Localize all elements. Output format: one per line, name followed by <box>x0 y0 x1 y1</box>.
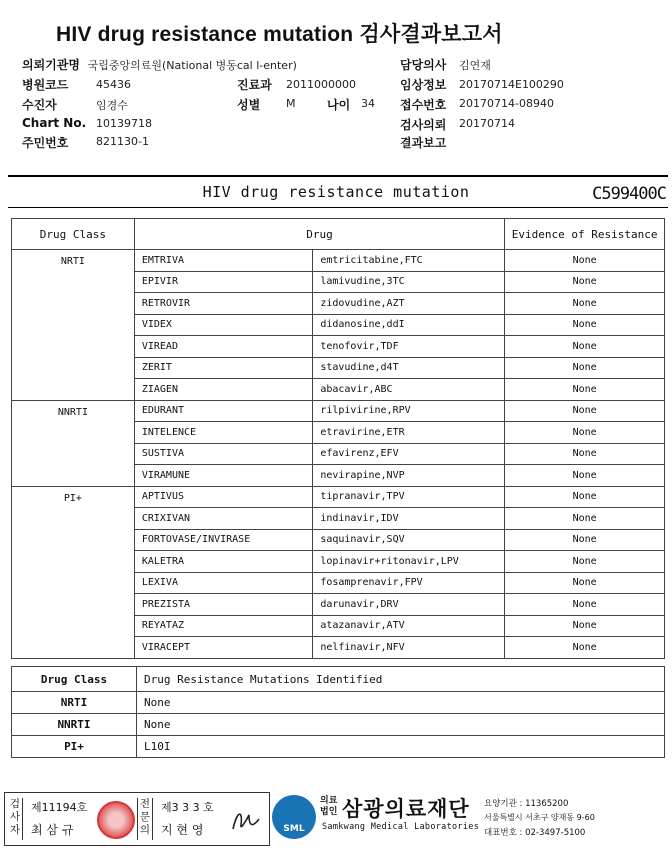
resident-no-label: 주민번호 <box>22 136 69 150</box>
summary-row <box>12 692 665 714</box>
mutation-summary-table <box>11 666 665 758</box>
evidence-cell: None <box>505 508 665 530</box>
drug-generic-cell: tenofovir,TDF <box>313 336 505 358</box>
drug-brand-cell: VIRACEPT <box>134 637 312 659</box>
drug-generic-cell: lopinavir+ritonavir,LPV <box>313 551 505 573</box>
drug-brand-cell: EDURANT <box>134 400 312 422</box>
drug-brand-cell: PREZISTA <box>134 594 312 616</box>
hospital-code-row <box>22 76 68 93</box>
specialist-signature-icon <box>227 801 263 837</box>
examiner-name: 최 삼 규 <box>31 823 74 837</box>
drug-generic-cell: zidovudine,AZT <box>313 293 505 315</box>
drug-generic-cell: saquinavir,SQV <box>313 529 505 551</box>
dept-label: 진료과 <box>237 78 272 92</box>
report-label: 결과보고 <box>400 136 447 150</box>
logo-text: SML <box>283 824 305 834</box>
evidence-cell: None <box>505 379 665 401</box>
drug-generic-cell: abacavir,ABC <box>313 379 505 401</box>
drug-generic-cell: emtricitabine,FTC <box>313 250 505 272</box>
institution-label: 의뢰기관명 <box>22 58 80 72</box>
receipt-no-value: 20170714-08940 <box>459 97 554 110</box>
evidence-cell: None <box>505 400 665 422</box>
drug-generic-cell: rilpivirine,RPV <box>313 400 505 422</box>
drug-brand-cell: RETROVIR <box>134 293 312 315</box>
drug-brand-cell: ZERIT <box>134 357 312 379</box>
institution-value: 국립중앙의료원(National 병동cal l-enter) <box>87 59 297 72</box>
drug-brand-cell: EPIVIR <box>134 271 312 293</box>
header-drug-class: Drug Class <box>12 219 135 250</box>
chart-no-label: Chart No. <box>22 116 87 130</box>
top-divider <box>8 175 668 177</box>
evidence-cell: None <box>505 293 665 315</box>
table-row <box>12 486 665 508</box>
resident-no-value: 821130-1 <box>96 135 149 148</box>
summary-mutation-cell: None <box>137 692 665 714</box>
drug-brand-cell: APTIVUS <box>134 486 312 508</box>
report-title: HIV drug resistance mutation 검사결과보고서 <box>56 23 503 46</box>
evidence-cell: None <box>505 572 665 594</box>
specialist-license: 제3 3 3 호 <box>161 801 214 814</box>
summary-mutation-cell: None <box>137 714 665 736</box>
age-label: 나이 <box>327 98 351 112</box>
drug-generic-cell: efavirenz,EFV <box>313 443 505 465</box>
header-evidence: Evidence of Resistance <box>505 219 665 250</box>
drug-generic-cell: atazanavir,ATV <box>313 615 505 637</box>
drug-generic-cell: darunavir,DRV <box>313 594 505 616</box>
drug-brand-cell: REYATAZ <box>134 615 312 637</box>
drug-brand-cell: LEXIVA <box>134 572 312 594</box>
specialist-vertical-label: 전문의 <box>137 798 153 840</box>
summary-header-row <box>12 667 665 692</box>
drug-generic-cell: didanosine,ddI <box>313 314 505 336</box>
doctor-label: 담당의사 <box>400 58 447 72</box>
drug-class-cell: NRTI <box>12 250 135 401</box>
summary-row <box>12 736 665 758</box>
hospital-code-value: 45436 <box>96 78 131 91</box>
drug-brand-cell: INTELENCE <box>134 422 312 444</box>
section-code: C599400C <box>592 184 666 204</box>
drug-generic-cell: tipranavir,TPV <box>313 486 505 508</box>
drug-brand-cell: EMTRIVA <box>134 250 312 272</box>
summary-class-cell: NRTI <box>12 692 137 714</box>
examiner-seal-icon <box>97 801 135 839</box>
hospital-code-label: 병원코드 <box>22 78 69 92</box>
examinee-value: 임경수 <box>96 99 128 112</box>
clinical-info-label: 임상정보 <box>400 78 447 92</box>
examiner-vertical-label: 검사자 <box>8 798 23 840</box>
dept-value: 2011000000 <box>286 78 356 91</box>
institution-row <box>22 56 297 73</box>
request-label: 검사의뢰 <box>400 118 447 132</box>
signature-box <box>4 792 270 846</box>
phone: 대표번호 : 02-3497-5100 <box>484 828 586 838</box>
chart-no-value: 10139718 <box>96 117 152 130</box>
evidence-cell: None <box>505 357 665 379</box>
evidence-cell: None <box>505 551 665 573</box>
request-value: 20170714 <box>459 117 515 130</box>
section-divider <box>8 207 668 208</box>
specialist-name: 지 현 영 <box>161 823 204 837</box>
evidence-cell: None <box>505 594 665 616</box>
summary-mutation-cell: L10I <box>137 736 665 758</box>
drug-brand-cell: VIDEX <box>134 314 312 336</box>
evidence-cell: None <box>505 336 665 358</box>
evidence-cell: None <box>505 529 665 551</box>
summary-class-cell: NNRTI <box>12 714 137 736</box>
evidence-cell: None <box>505 486 665 508</box>
drug-brand-cell: KALETRA <box>134 551 312 573</box>
evidence-cell: None <box>505 465 665 487</box>
org-prefix: 의료법인 <box>320 796 338 817</box>
summary-header-mutations: Drug Resistance Mutations Identified <box>137 667 665 692</box>
clinical-info-value: 20170714E100290 <box>459 78 564 91</box>
summary-class-cell: PI+ <box>12 736 137 758</box>
drug-class-cell: PI+ <box>12 486 135 658</box>
drug-generic-cell: lamivudine,3TC <box>313 271 505 293</box>
table-row <box>12 400 665 422</box>
evidence-cell: None <box>505 637 665 659</box>
sex-value: M <box>286 97 296 110</box>
sex-label: 성별 <box>237 98 261 112</box>
age-value: 34 <box>361 97 375 110</box>
evidence-cell: None <box>505 615 665 637</box>
drug-generic-cell: stavudine,d4T <box>313 357 505 379</box>
header-drug: Drug <box>134 219 504 250</box>
care-code: 요양기관 : 11365200 <box>484 799 569 809</box>
drug-class-cell: NNRTI <box>12 400 135 486</box>
address: 서울특별시 서초구 양재동 9-60 <box>484 813 595 822</box>
doctor-value: 김연재 <box>459 59 491 72</box>
drug-generic-cell: nevirapine,NVP <box>313 465 505 487</box>
drug-generic-cell: etravirine,ETR <box>313 422 505 444</box>
section-title: HIV drug resistance mutation <box>202 183 470 201</box>
drug-brand-cell: VIRAMUNE <box>134 465 312 487</box>
evidence-cell: None <box>505 250 665 272</box>
drug-brand-cell: CRIXIVAN <box>134 508 312 530</box>
drug-generic-cell: indinavir,IDV <box>313 508 505 530</box>
drug-brand-cell: FORTOVASE/INVIRASE <box>134 529 312 551</box>
drug-generic-cell: fosamprenavir,FPV <box>313 572 505 594</box>
evidence-cell: None <box>505 443 665 465</box>
drug-brand-cell: VIREAD <box>134 336 312 358</box>
drug-generic-cell: nelfinavir,NFV <box>313 637 505 659</box>
examiner-license: 제11194호 <box>31 801 88 814</box>
drug-brand-cell: ZIAGEN <box>134 379 312 401</box>
examinee-label: 수진자 <box>22 98 57 112</box>
summary-header-class: Drug Class <box>12 667 137 692</box>
org-english: Samkwang Medical Laboratories <box>322 822 480 832</box>
receipt-no-label: 접수번호 <box>400 98 447 112</box>
table-header-row <box>12 219 665 250</box>
drug-brand-cell: SUSTIVA <box>134 443 312 465</box>
org-name: 삼광의료재단 <box>342 797 470 821</box>
sml-logo-icon <box>272 795 316 839</box>
evidence-cell: None <box>505 271 665 293</box>
evidence-cell: None <box>505 422 665 444</box>
table-row <box>12 250 665 272</box>
drug-table <box>11 218 665 659</box>
summary-row <box>12 714 665 736</box>
evidence-cell: None <box>505 314 665 336</box>
